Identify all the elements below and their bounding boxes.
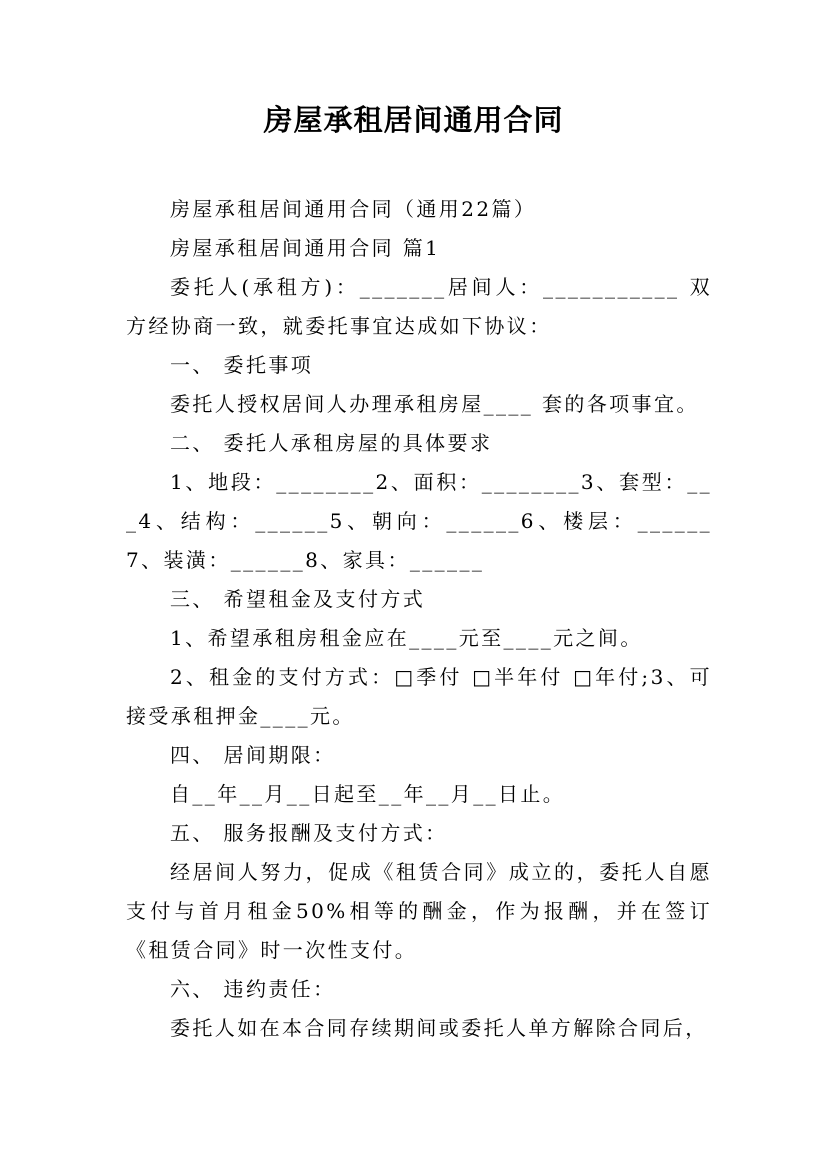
paragraph-heading-4: 四、 居间期限： [170,743,336,767]
paragraph-heading-5: 五、 服务报酬及支付方式： [170,821,448,845]
paragraph-entrust: 委托人授权居间人办理承租房屋____ 套的各项事宜。 [170,392,699,416]
paragraph-fee: 经居间人努力，促成《租赁合同》成立的，委托人自愿支付与首月租金50%相等的酬金，作为报酬，并在签订《租赁合同》时一次性支付。 [126,860,712,962]
paragraph-heading-3: 三、 希望租金及支付方式 [170,587,426,611]
paragraph-heading-2: 二、 委托人承租房屋的具体要求 [170,431,493,455]
paragraph-payment-method: 2、租金的支付方式：□季付 □半年付 □年付;3、可接受承租押金____元。 [126,665,712,728]
paragraph-liability: 委托人如在本合同存续期间或委托人单方解除合同后， [170,1016,708,1040]
paragraph-section-heading: 房屋承租居间通用合同 篇1 [170,236,441,260]
paragraph-heading-6: 六、 违约责任： [170,977,336,1001]
paragraph-subtitle: 房屋承租居间通用合同（通用22篇） [170,197,537,221]
paragraph-term: 自__年__月__日起至__年__月__日止。 [170,782,566,806]
document-body [126,190,712,1048]
document-title: 房屋承租居间通用合同 [263,103,564,137]
paragraph-heading-1: 一、 委托事项 [170,353,314,377]
paragraph-rent-range: 1、希望承租房租金应在____元至____元之间。 [170,626,643,650]
paragraph-requirements: 1、地段：________2、面积：________3、套型：___4、结构：______5、朝向：______6、楼层：______ 7、装潢：______8、家具：______ [126,470,712,572]
paragraph-parties: 委托人(承租方)：_______居间人：___________ 双方经协商一致，就委托事宜达成如下协议： [126,275,712,338]
